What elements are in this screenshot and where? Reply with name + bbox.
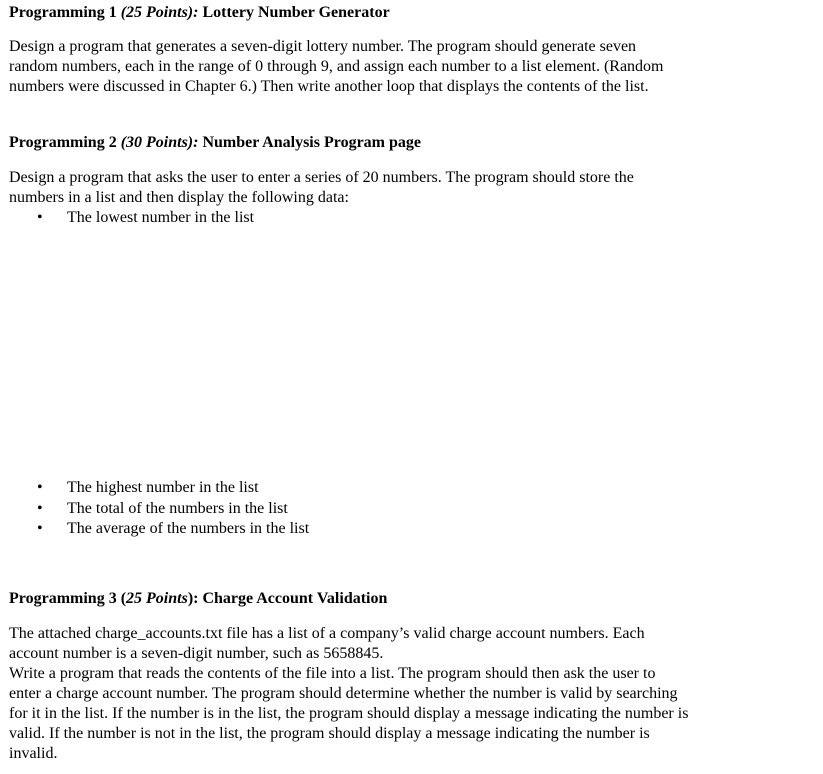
programming-2-section	[9, 133, 815, 153]
programming-1-description	[9, 37, 815, 97]
bullet-icon: •	[37, 479, 43, 496]
programming-2-heading	[9, 133, 815, 153]
text-line: Design a program that generates a seven-digit lottery number. The program should generate seven	[9, 38, 637, 55]
text-line: enter a charge account number. The program should determine whether the number is valid by searching	[9, 685, 678, 702]
programming-3-description	[9, 624, 815, 764]
text-line: valid. If the number is not in the list, the program should display a message indicating the number is	[9, 725, 650, 742]
text-line: for it in the list. If the number is in the list, the program should display a message indicating the number is	[9, 705, 689, 722]
text-line: Design a program that asks the user to enter a series of 20 numbers. The program should store the	[9, 169, 634, 186]
heading-title: Number Analysis Program page	[198, 134, 421, 151]
programming-1-section	[9, 3, 815, 23]
text-line: account number is a seven-digit number, such as 5658845.	[9, 645, 384, 662]
programming-3-heading	[9, 589, 815, 609]
heading-after-points: ):	[187, 590, 199, 607]
list-item-text: The total of the numbers in the list	[67, 499, 288, 517]
text-line: Write a program that reads the contents of the file into a list. The program should then ask the user to	[9, 665, 656, 682]
programming-3-section	[9, 589, 815, 609]
bullet-icon: •	[37, 209, 43, 226]
text-line: random numbers, each in the range of 0 through 9, and assign each number to a list element. (Random	[9, 58, 664, 75]
list-item-text: The highest number in the list	[67, 479, 259, 496]
bullet-list-top	[9, 208, 815, 229]
list-item-text: The lowest number in the list	[67, 209, 255, 226]
text-line: numbers were discussed in Chapter 6.) Then write another loop that displays the contents of the list.	[9, 78, 649, 95]
text-line: numbers in a list and then display the following data:	[9, 189, 349, 206]
heading-points: (25 Points):	[120, 4, 199, 21]
heading-prefix: Programming 1	[9, 4, 121, 21]
programming-1-heading	[9, 3, 815, 23]
list-item	[9, 499, 815, 520]
heading-prefix: Programming 3 (	[9, 590, 127, 607]
list-item	[9, 519, 815, 540]
text-line: invalid.	[9, 745, 58, 762]
programming-2-description	[9, 168, 815, 208]
list-item	[9, 208, 815, 229]
heading-prefix: Programming 2	[9, 134, 121, 151]
heading-title: Charge Account Validation	[198, 590, 388, 607]
heading-title: Lottery Number Generator	[198, 4, 390, 21]
bullet-list-bottom	[9, 478, 815, 540]
heading-points: 25 Points	[126, 590, 188, 607]
list-item-text: The average of the numbers in the list	[67, 520, 310, 537]
text-line: The attached charge_accounts.txt file has a list of a company’s valid charge account numbers. Each	[9, 625, 645, 642]
bullet-icon: •	[37, 520, 43, 537]
list-item	[9, 478, 815, 499]
heading-points: (30 Points):	[120, 134, 199, 151]
bullet-icon: •	[37, 499, 43, 517]
